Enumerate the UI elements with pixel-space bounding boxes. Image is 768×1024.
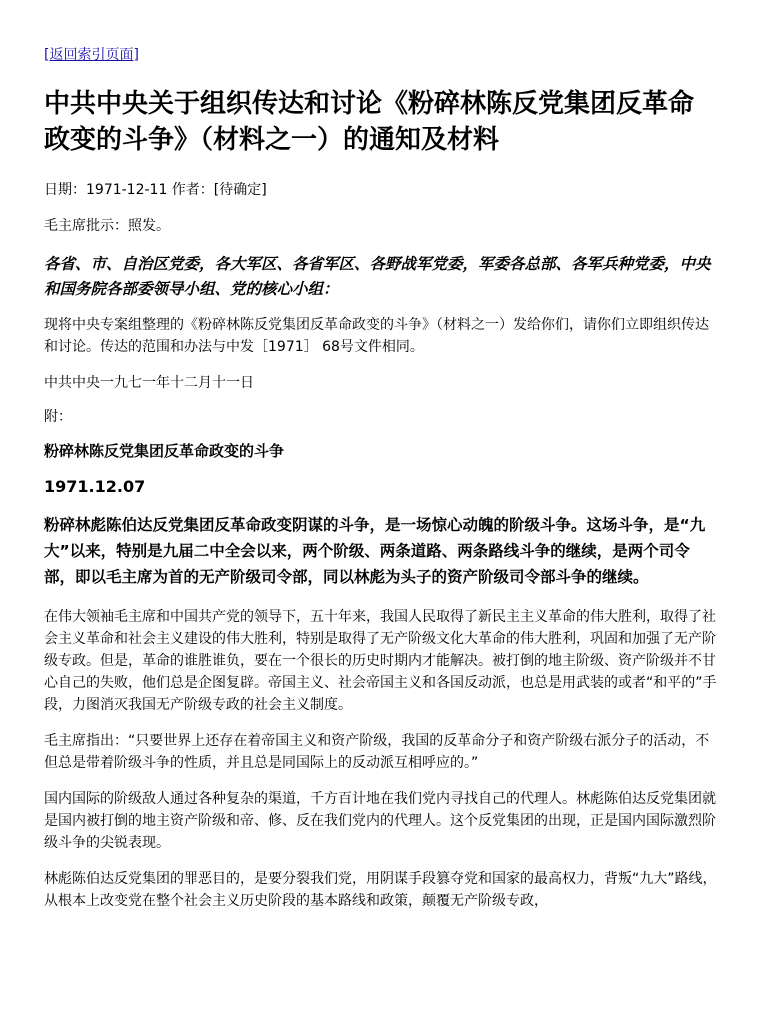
attachment-date: 1971.12.07 xyxy=(44,477,146,496)
body-paragraph-3: 国内国际的阶级敌人通过各种复杂的渠道，千方百计地在我们党内寻找自己的代理人。林彪陈伯达反党集团就是国内被打倒的地主资产阶级和帝、修、反在我们党内的代理人。这个反党集团的出现，正是国内国际激烈阶级斗争的尖锐表现。 xyxy=(44,791,716,851)
attachment-title: 粉碎林陈反党集团反革命政变的斗争 xyxy=(44,442,285,460)
notice-body: 现将中央专案组整理的《粉碎林陈反党集团反革命政变的斗争》（材料之一）发给你们，请你们立即组织传达和讨论。传达的范围和办法与中发［1971］ 68号文件相同。 xyxy=(44,317,709,355)
document-meta: 日期：1971-12-11 作者：[待确定] xyxy=(44,182,267,198)
addressee: 各省、市、自治区党委，各大军区、各省军区、各野战军党委，军委各总部、各军兵种党委，中央和国务院各部委领导小组、党的核心小组： xyxy=(44,255,711,298)
body-paragraph-4: 林彪陈伯达反党集团的罪恶目的，是要分裂我们党，用阴谋手段篡夺党和国家的最高权力，背叛“九大”路线，从根本上改变党在整个社会主义历史阶段的基本路线和政策，颠覆无产阶级专政， xyxy=(44,871,717,909)
body-paragraph-2: 毛主席指出：“只要世界上还存在着帝国主义和资产阶级，我国的反革命分子和资产阶级右派分子的活动，不但总是带着阶级斗争的性质，并且总是同国际上的反动派互相呼应的。” xyxy=(44,733,710,771)
lead-paragraph: 粉碎林彪陈伯达反党集团反革命政变阴谋的斗争，是一场惊心动魄的阶级斗争。这场斗争，是“九大”以来，特别是九届二中全会以来，两个阶级、两条道路、两条路线斗争的继续，是两个司令部，即以毛主席为首的无产阶级司令部，同以林彪为头子的资产阶级司令部斗争的继续。 xyxy=(44,516,706,586)
back-to-index-link[interactable]: [返回索引页面] xyxy=(44,47,139,63)
signature: 中共中央一九七一年十二月十一日 xyxy=(44,375,254,391)
attachment-label: 附： xyxy=(44,409,72,425)
page-title: 中共中央关于组织传达和讨论《粉碎林陈反党集团反革命政变的斗争》（材料之一）的通知及材料 xyxy=(44,89,695,155)
chairman-instruction: 毛主席批示：照发。 xyxy=(44,218,170,234)
body-paragraph-1: 在伟大领袖毛主席和中国共产党的领导下，五十年来，我国人民取得了新民主主义革命的伟大胜利，取得了社会主义革命和社会主义建设的伟大胜利，特别是取得了无产阶级文化大革命的伟大胜利，巩固和加强了无产阶级专政。但是，革命的谁胜谁负，要在一个很长的历史时期内才能解决。被打倒的地主阶级、资产阶级并不甘心自己的失败，他们总是企图复辟。帝国主义、社会帝国主义和各国反动派，也总是用武装的或者“和平的”手段，力图消灭我国无产阶级专政的社会主义制度。 xyxy=(44,609,717,713)
